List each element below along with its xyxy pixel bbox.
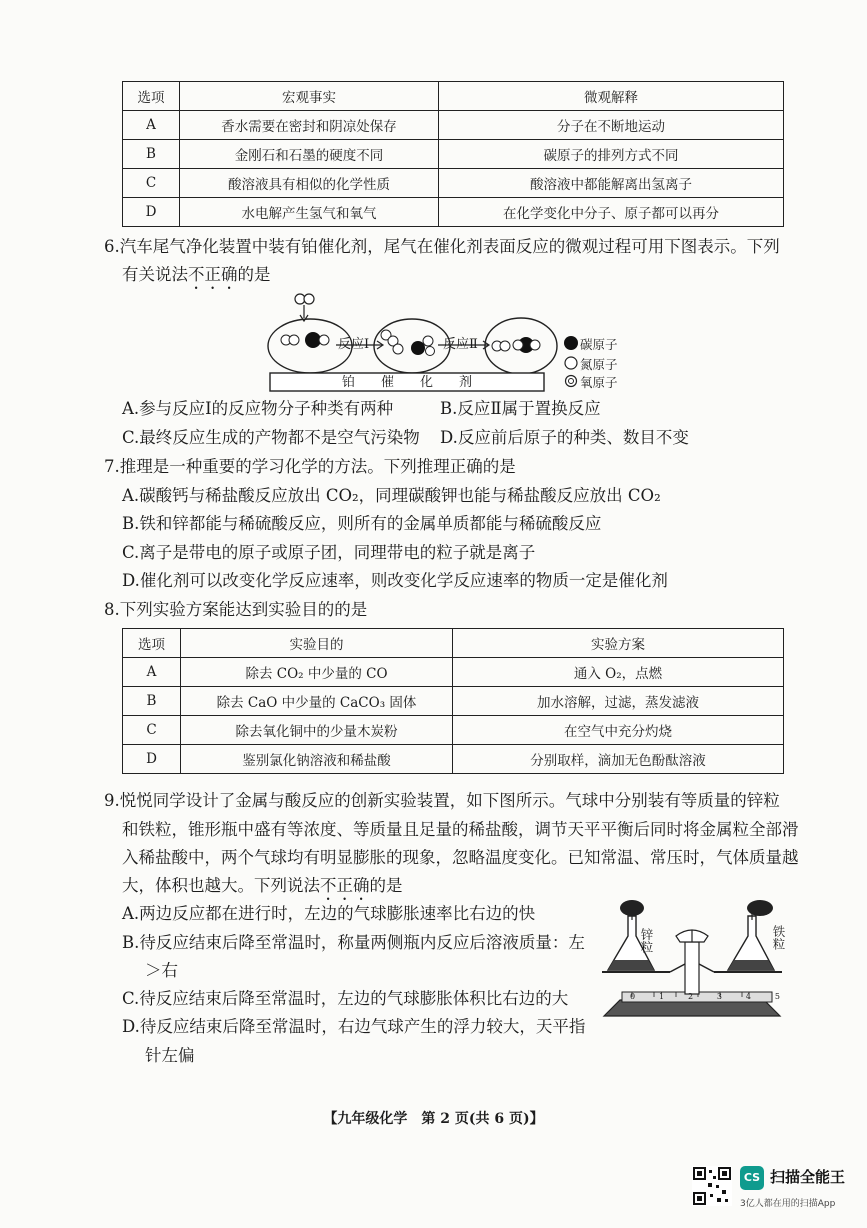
reaction-1-label: 反应Ⅰ — [338, 337, 370, 352]
tick-label: 3 — [716, 992, 722, 1001]
page-footer: 【九年级化学 第 2 页(共 6 页)】 — [323, 1111, 544, 1127]
q9-stem-line2: 和铁粒，锥形瓶中盛有等浓度、等质量且足量的稀盐酸，调节天平平衡后同时将金属粒全部滑 — [122, 820, 799, 839]
q9-stem-line3: 入稀盐酸中，两个气球均有明显膨胀的现象，忽略温度变化。已知常温、常压时，气体质量越 — [122, 848, 799, 867]
reaction-2-label: 反应Ⅱ — [443, 337, 478, 352]
table-header-row — [123, 82, 784, 111]
purpose-cell: 除去 CO₂ 中少量的 CO — [181, 658, 453, 687]
q9-emphasis: 不正确 — [320, 876, 370, 895]
q6-stem-line1: 6.汽车尾气净化装置中装有铂催化剂，尾气在催化剂表面反应的微观过程可用下图表示。下列 — [104, 237, 780, 256]
option-cell: A — [123, 658, 181, 687]
tick-label: 4 — [745, 992, 751, 1001]
table-row — [123, 658, 784, 687]
option-cell: A — [123, 111, 180, 140]
explain-cell: 酸溶液中都能解离出氢离子 — [439, 169, 784, 198]
header-cell: 选项 — [123, 629, 181, 658]
plan-cell: 在空气中充分灼烧 — [453, 716, 784, 745]
q6-option-d: D.反应前后原子的种类、数目不变 — [440, 428, 689, 447]
fact-cell: 酸溶液具有相似的化学性质 — [180, 169, 439, 198]
plan-cell: 通入 O₂，点燃 — [453, 658, 784, 687]
q8-stem: 8.下列实验方案能达到实验目的的是 — [104, 600, 368, 619]
option-cell: B — [123, 687, 181, 716]
tick-label: 1 — [658, 992, 665, 1001]
tick-label: 5 — [774, 992, 780, 1001]
q9-stem-line4 — [122, 873, 403, 904]
tick-label: 2 — [687, 992, 694, 1001]
q6-option-c: C.最终反应生成的产物都不是空气污染物 — [122, 428, 420, 447]
q9-stem-line1: 9.悦悦同学设计了金属与酸反应的创新实验装置，如下图所示。气球中分别装有等质量的锌粒 — [104, 791, 780, 810]
table-row — [123, 716, 784, 745]
header-cell: 实验方案 — [453, 629, 784, 658]
purpose-cell: 鉴别氯化钠溶液和稀盐酸 — [181, 745, 453, 774]
legend-oxygen: 氧原子 — [580, 375, 618, 390]
explain-cell: 分子在不断地运动 — [439, 111, 784, 140]
table-macro-micro — [122, 81, 784, 227]
option-cell: D — [123, 745, 181, 774]
explain-cell: 在化学变化中分子、原子都可以再分 — [439, 198, 784, 227]
q6-emphasis: 不正确 — [188, 265, 238, 284]
q9-option-b-line1: B.待反应结束后降至常温时，称量两侧瓶内反应后溶液质量：左 — [122, 933, 585, 952]
q6-option-a: A.参与反应Ⅰ的反应物分子种类有两种 — [122, 399, 394, 418]
table-row — [123, 198, 784, 227]
option-cell: B — [123, 140, 180, 169]
table-row — [123, 140, 784, 169]
q6-stem-post: 的是 — [237, 265, 271, 284]
tick-label: 0 — [630, 992, 636, 1001]
cs-logo-icon: CS — [740, 1166, 764, 1190]
header-cell: 宏观事实 — [180, 82, 439, 111]
q9-option-d-line1: D.待反应结束后降至常温时，右边气球产生的浮力较大，天平指 — [122, 1017, 586, 1036]
header-cell: 微观解释 — [439, 82, 784, 111]
q6-stem-pre: 有关说法 — [122, 265, 188, 284]
app-name: 扫描全能王 — [770, 1168, 846, 1186]
q7-option-b: B.铁和锌都能与稀硫酸反应，则所有的金属单质都能与稀硫酸反应 — [122, 514, 602, 533]
catalyst-label: 铂 催 化 剂 — [341, 375, 472, 390]
q6-stem-line2 — [122, 262, 271, 293]
q7-option-a: A.碳酸钙与稀盐酸反应放出 CO₂，同理碳酸钾也能与稀盐酸反应放出 CO₂ — [122, 486, 661, 505]
q9-option-d-line2: 针左偏 — [145, 1046, 195, 1065]
q9-option-b-line2: ＞右 — [145, 961, 178, 980]
qr-code-icon — [692, 1166, 732, 1206]
option-cell: C — [123, 716, 181, 745]
purpose-cell: 除去氧化铜中的少量木炭粉 — [181, 716, 453, 745]
q7-option-c: C.离子是带电的原子或原子团，同理带电的粒子就是离子 — [122, 543, 536, 562]
label-iron: 铁粒 — [771, 925, 786, 950]
table-row — [123, 111, 784, 140]
fact-cell: 香水需要在密封和阴凉处保存 — [180, 111, 439, 140]
legend-carbon: 碳原子 — [580, 337, 618, 352]
table-header-row — [123, 629, 784, 658]
header-cell: 选项 — [123, 82, 180, 111]
header-cell: 实验目的 — [181, 629, 453, 658]
option-cell: C — [123, 169, 180, 198]
table-row — [123, 745, 784, 774]
q9-option-a: A.两边反应都在进行时，左边的气球膨胀速率比右边的快 — [122, 904, 536, 923]
app-tagline: 3亿人都在用的扫描App — [740, 1199, 836, 1209]
q7-stem: 7.推理是一种重要的学习化学的方法。下列推理正确的是 — [104, 457, 516, 476]
fact-cell: 水电解产生氢气和氧气 — [180, 198, 439, 227]
incoming-molecule — [295, 294, 314, 321]
label-zinc: 锌粒 — [639, 928, 654, 953]
plan-cell: 分别取样，滴加无色酚酞溶液 — [453, 745, 784, 774]
q6-option-b: B.反应Ⅱ属于置换反应 — [440, 399, 601, 418]
scale-ticks — [630, 992, 780, 1001]
table-row — [123, 169, 784, 198]
q7-option-d: D.催化剂可以改变化学反应速率，则改变化学反应速率的物质一定是催化剂 — [122, 571, 668, 590]
purpose-cell: 除去 CaO 中少量的 CaCO₃ 固体 — [181, 687, 453, 716]
table-row — [123, 687, 784, 716]
explain-cell: 碳原子的排列方式不同 — [439, 140, 784, 169]
legend-nitrogen: 氮原子 — [580, 357, 618, 372]
q9-option-c: C.待反应结束后降至常温时，左边的气球膨胀体积比右边的大 — [122, 989, 569, 1008]
plan-cell: 加水溶解，过滤，蒸发滤液 — [453, 687, 784, 716]
fact-cell: 金刚石和石墨的硬度不同 — [180, 140, 439, 169]
q9-stem-post: 的是 — [369, 876, 403, 895]
table-experiments — [122, 628, 784, 774]
balance-apparatus — [592, 894, 792, 1034]
option-cell: D — [123, 198, 180, 227]
q9-stem-pre: 大，体积也越大。下列说法 — [122, 876, 320, 895]
